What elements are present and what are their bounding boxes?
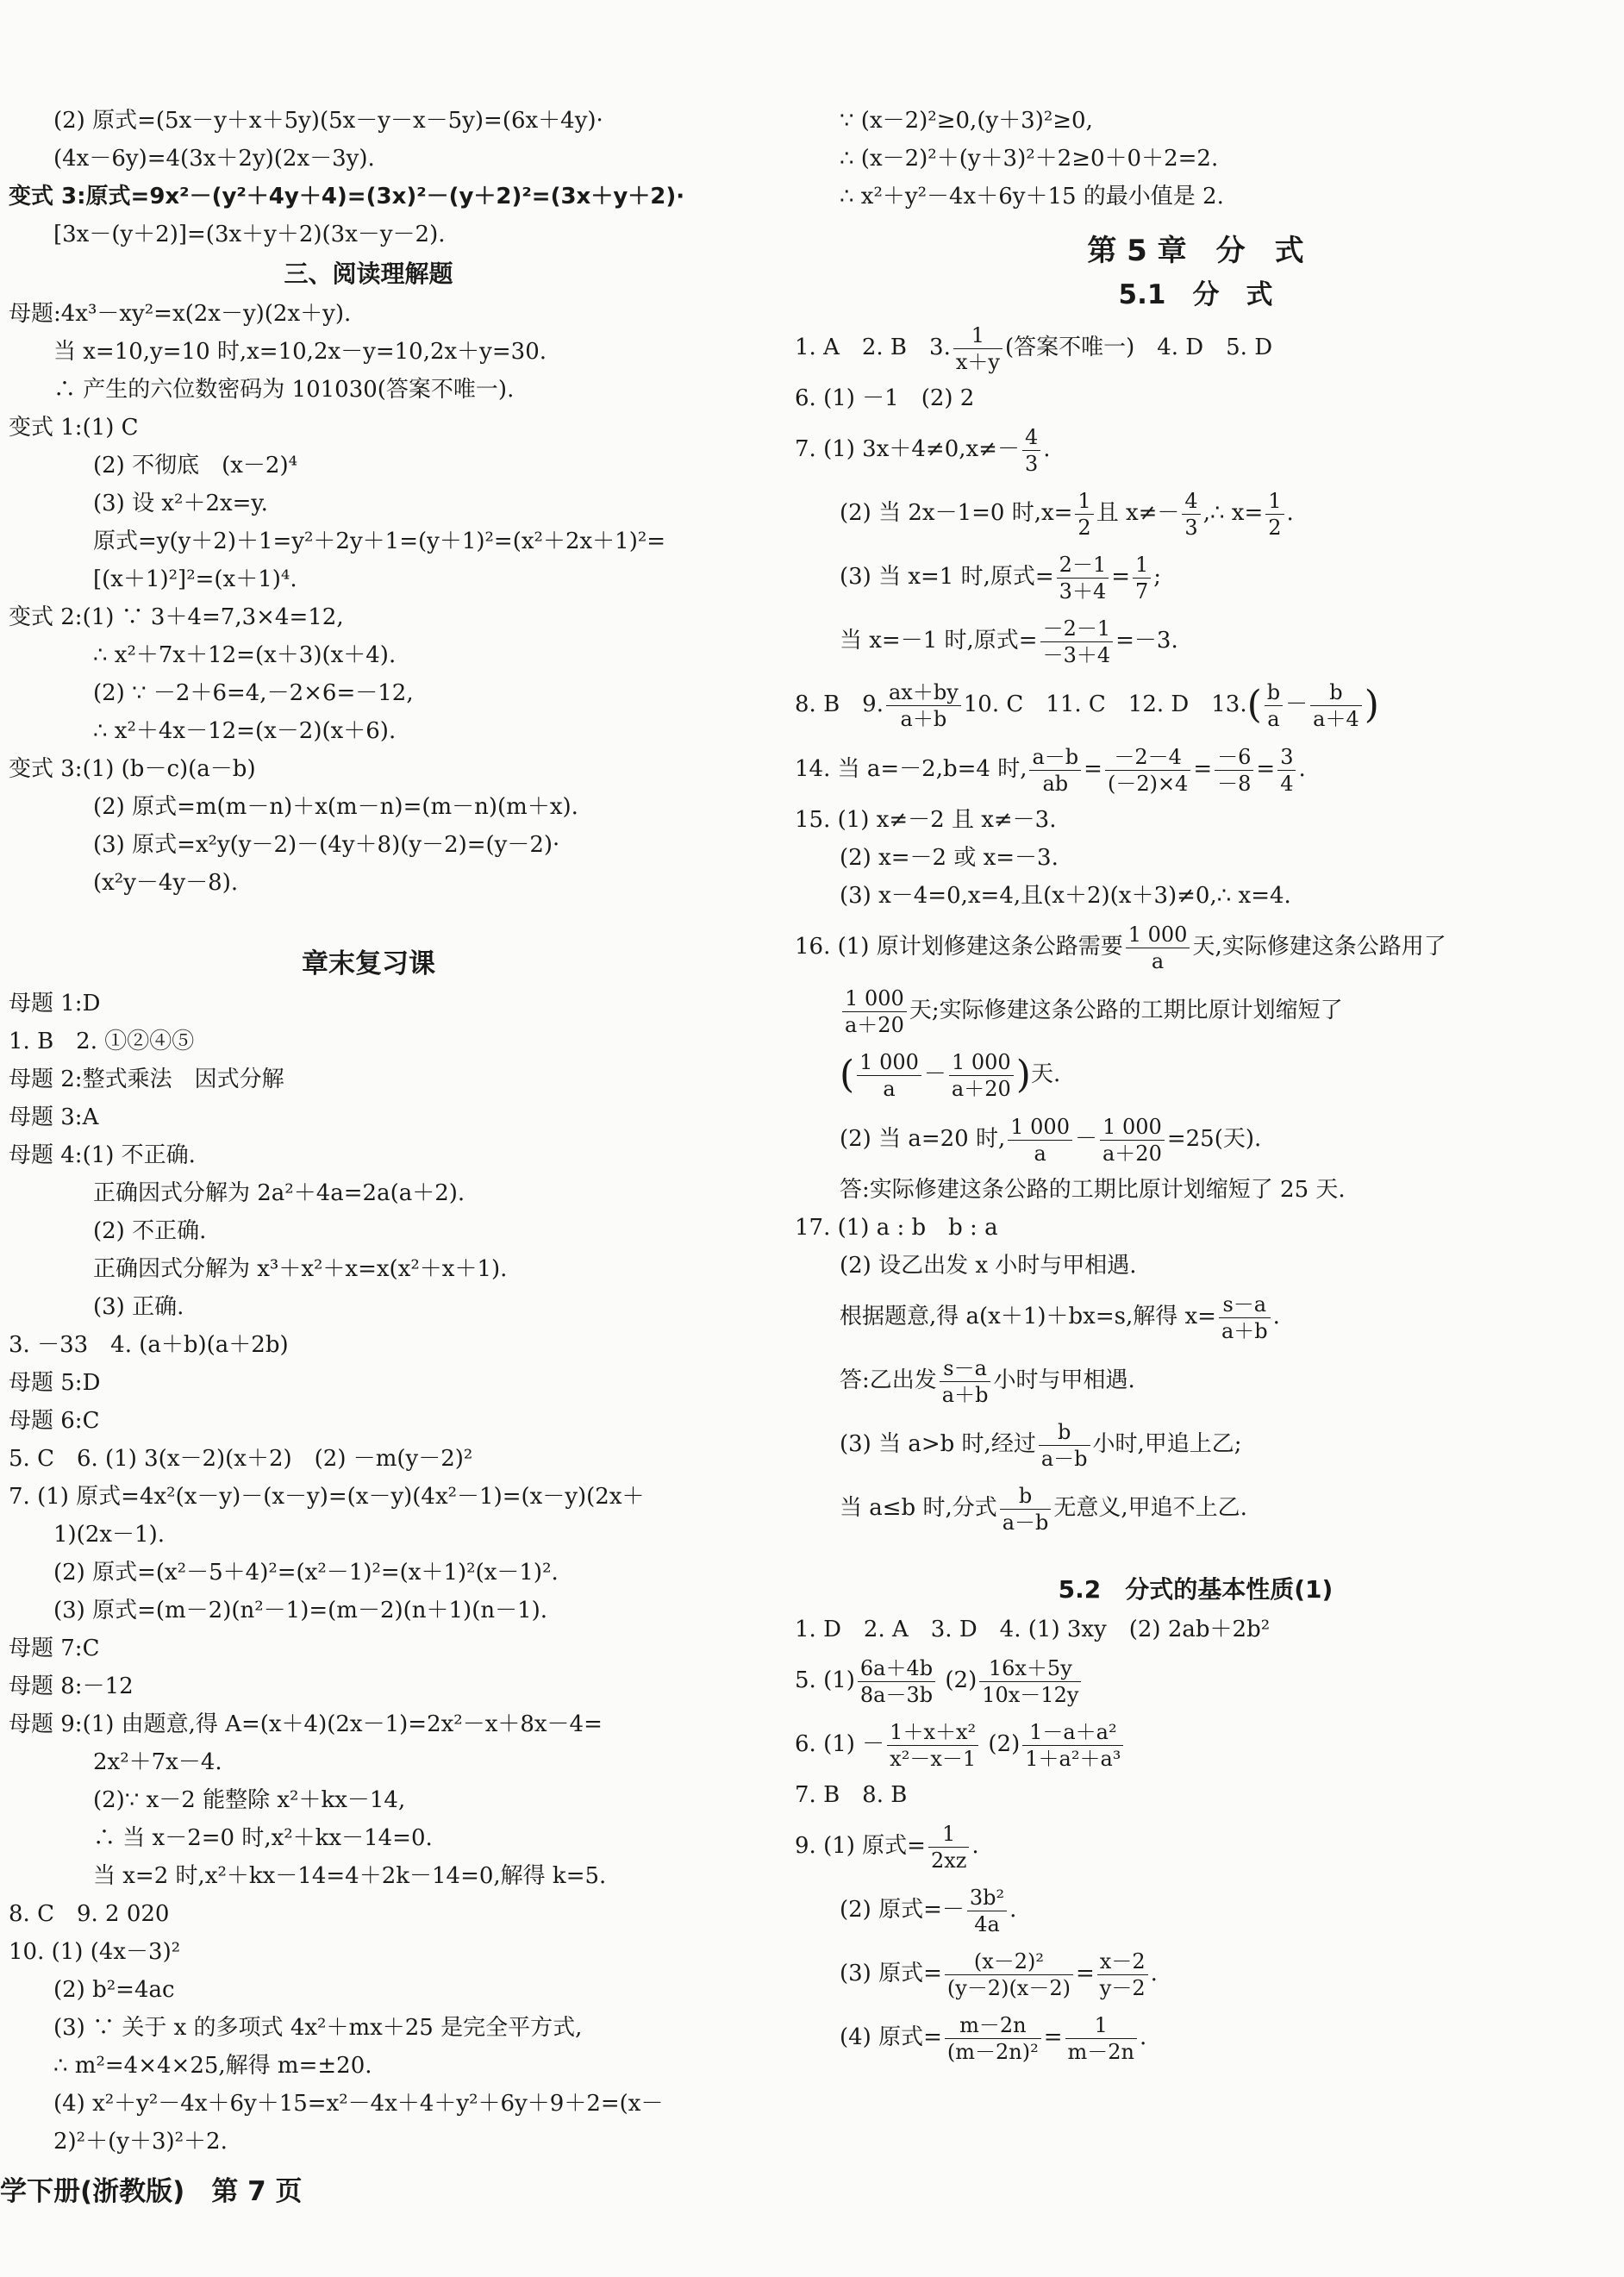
text-line: 母题 3:A bbox=[9, 1104, 99, 1130]
fraction: $\frac{1}{7}$ bbox=[1133, 552, 1151, 604]
text-line: [(x＋1)²]²=(x＋1)⁴. bbox=[93, 566, 297, 592]
fraction: $\frac{1 000}{a}$ bbox=[1008, 1114, 1072, 1167]
text-line: 母题 7:C bbox=[9, 1636, 100, 1661]
answer-line: (2) 当 2x－1=0 时,x= $\frac{1}{2}$ 且 x≠－ $\frac{4}{3}$ ,∴ x= $\frac{1}{2}$ . bbox=[840, 488, 1294, 540]
answer-line: 7. (1) 3x＋4≠0,x≠－ $\frac{4}{3}$ . bbox=[795, 424, 1051, 476]
text-line: ∴ 产生的六位数密码为 101030(答案不唯一). bbox=[53, 377, 515, 403]
fraction: $\frac{4}{3}$ bbox=[1182, 488, 1200, 541]
fraction: $\frac{x-2}{y-2}$ bbox=[1097, 1949, 1148, 2001]
text-line: 5. C 6. (1) 3(x－2)(x＋2) (2) －m(y－2)² bbox=[9, 1446, 473, 1472]
text-line: ∴ m²=4×4×25,解得 m=±20. bbox=[53, 2053, 372, 2079]
text-line: 15. (1) x≠－2 且 x≠－3. bbox=[795, 807, 1057, 833]
text-line: 6. (1) －1 (2) 2 bbox=[795, 385, 975, 411]
text-line: (3) x－4=0,x=4,且(x＋2)(x＋3)≠0,∴ x=4. bbox=[840, 883, 1291, 909]
text-line: 8. C 9. 2 020 bbox=[9, 1901, 170, 1927]
text-line: ∴ x²＋4x－12=(x－2)(x＋6). bbox=[93, 718, 397, 744]
answer-line: (3) 原式= $\frac{\text{(x－2)²}}{(y-2)(x-2)}$ = $\frac{x-2}{y-2}$ . bbox=[840, 1949, 1158, 2000]
page-footer: 学下册(浙教版) 第 7 页 bbox=[0, 2176, 303, 2207]
fraction: $\frac{1 000}{a+20}$ bbox=[842, 985, 907, 1038]
text-line: (3) 设 x²＋2x=y. bbox=[93, 491, 268, 516]
fraction: $\frac{6a+4b}{8a-3b}$ bbox=[858, 1655, 935, 1708]
fraction: $\frac{-2-4}{(-2)\times 4}$ bbox=[1105, 744, 1190, 797]
answer-line: (2) 原式=－ $\frac{\text{3b²}}{4a}$ . bbox=[840, 1885, 1017, 1936]
fraction: $\frac{b}{a-b}$ bbox=[1039, 1419, 1090, 1472]
text-line: 母题:4x³－xy²=x(2x－y)(2x＋y). bbox=[9, 301, 352, 327]
text-line: (2) 原式=m(m－n)＋x(m－n)=(m－n)(m＋x). bbox=[93, 794, 578, 820]
text-line: 母题 5:D bbox=[9, 1370, 101, 1396]
left-column bbox=[9, 102, 728, 2161]
fraction: $\frac{3}{4}$ bbox=[1277, 744, 1296, 797]
right-column bbox=[795, 102, 1596, 2069]
fraction: $\frac{1 000}{a}$ bbox=[1126, 922, 1190, 974]
answer-line: (3) 当 a>b 时,经过 $\frac{b}{a-b}$ 小时,甲追上乙; bbox=[840, 1419, 1242, 1471]
answer-line: 9. (1) 原式= $\frac{1}{2xz}$ . bbox=[795, 1821, 979, 1873]
text-line: 正确因式分解为 2a²＋4a=2a(a＋2). bbox=[93, 1180, 465, 1206]
text-line: 1. B 2. ①②④⑤ bbox=[9, 1029, 195, 1054]
text-line: 变式 2:(1) ∵ 3＋4=7,3×4=12, bbox=[9, 604, 344, 630]
text-line: (2)∵ x－2 能整除 x²＋kx－14, bbox=[93, 1787, 406, 1813]
answer-line: (2) 当 a=20 时, $\frac{1 000}{a}$ － $\frac{1 000}{a+20}$ =25(天). bbox=[840, 1114, 1262, 1166]
text-line: (x²y－4y－8). bbox=[93, 870, 239, 896]
fraction: $\frac{1 000}{a+20}$ bbox=[1100, 1114, 1165, 1167]
answer-line: 6. (1) － $\frac{\text{1＋x＋x²}}{\text{x²－x－1}}$ (2) $\frac{\text{1－a＋a²}}{\text{1＋a²＋a³}}$ bbox=[795, 1712, 1596, 1776]
section-title: 5.1 分 式 bbox=[1118, 279, 1273, 310]
answer-line: 16. (1) 原计划修建这条公路需要 $\frac{1 000}{a}$ 天,实际修建这条公路用了 bbox=[795, 922, 1446, 973]
answer-line: 当 x=－1 时,原式= $\frac{-2-1}{-3+4}$ =－3. bbox=[840, 616, 1178, 667]
text-line: (2) 原式=(x²－5＋4)²=(x²－1)²=(x＋1)²(x－1)². bbox=[53, 1560, 559, 1586]
text-line: (3) 原式=x²y(y－2)－(4y＋8)(y－2)=(y－2)· bbox=[93, 832, 560, 858]
fraction: $\frac{1 000}{a}$ bbox=[857, 1049, 921, 1102]
text-line: (2) b²=4ac bbox=[53, 1977, 175, 2003]
text-line: 2)²＋(y＋3)²＋2. bbox=[53, 2129, 228, 2155]
text-line: (2) 设乙出发 x 小时与甲相遇. bbox=[840, 1253, 1137, 1279]
text-line: ∵ (x－2)²≥0,(y＋3)²≥0, bbox=[840, 108, 1093, 134]
answer-line: 当 a≤b 时,分式 $\frac{b}{a-b}$ 无意义,甲追不上乙. bbox=[840, 1483, 1247, 1535]
text-line: ∴ x²＋7x＋12=(x＋3)(x＋4). bbox=[93, 642, 397, 668]
text-line: 10. (1) (4x－3)² bbox=[9, 1939, 181, 1965]
text-line: 2x²＋7x－4. bbox=[93, 1749, 222, 1775]
fraction: $\frac{\text{1＋x＋x²}}{\text{x²－x－1}}$ bbox=[887, 1719, 978, 1772]
answer-line: 5. (1) $\frac{6a+4b}{8a-3b}$ (2) $\frac{16x+5y}{10x-12y}$ bbox=[795, 1648, 1596, 1712]
fraction: $\frac{\text{3b²}}{4a}$ bbox=[967, 1885, 1007, 1937]
text-line: 母题 4:(1) 不正确. bbox=[9, 1142, 196, 1168]
text-line: 正确因式分解为 x³＋x²＋x=x(x²＋x＋1). bbox=[93, 1256, 508, 1282]
text-line: 17. (1) a : b b : a bbox=[795, 1215, 998, 1241]
text-line: (3) 正确. bbox=[93, 1294, 184, 1320]
text-line: ∴ 当 x－2=0 时,x²＋kx－14=0. bbox=[93, 1825, 433, 1851]
text-line: 母题 1:D bbox=[9, 991, 101, 1017]
fraction: $\frac{ax+by}{a+b}$ bbox=[886, 679, 961, 732]
text-line: 答:实际修建这条公路的工期比原计划缩短了 25 天. bbox=[840, 1177, 1346, 1203]
answer-line: 答:乙出发 $\frac{s-a}{a+b}$ 小时与甲相遇. bbox=[840, 1355, 1135, 1407]
fraction: $\frac{1}{x+y}$ bbox=[953, 322, 1003, 375]
text-line: ∴ (x－2)²＋(y＋3)²＋2≥0＋0＋2=2. bbox=[840, 146, 1219, 172]
chapter-title: 第 5 章 分 式 bbox=[1087, 234, 1304, 268]
section-title: 5.2 分式的基本性质(1) bbox=[1058, 1575, 1334, 1604]
text-line: 7. B 8. B bbox=[795, 1782, 908, 1808]
fraction: $\frac{4}{3}$ bbox=[1022, 424, 1040, 477]
answer-line: 14. 当 a=－2,b=4 时, $\frac{a-b}{ab}$ = $\frac{-2-4}{(-2)\times 4}$ = $\frac{-6}{-8}$ = $\frac{3}{4}$ . bbox=[795, 744, 1306, 796]
text-line: 7. (1) 原式=4x²(x－y)－(x－y)=(x－y)(4x²－1)=(x－y)(2x＋ bbox=[9, 1484, 645, 1510]
fraction: $\frac{1}{2}$ bbox=[1075, 488, 1093, 541]
text-line: (3) ∵ 关于 x 的多项式 4x²＋mx＋25 是完全平方式, bbox=[53, 2015, 583, 2041]
text-line: (4) x²＋y²－4x＋6y＋15=x²－4x＋4＋y²＋6y＋9＋2=(x－ bbox=[53, 2091, 664, 2117]
answer-line: 根据题意,得 a(x＋1)＋bx=s,解得 x= $\frac{s-a}{a+b}$ . bbox=[840, 1292, 1280, 1343]
text: (答案不唯一) 4. D 5. D bbox=[1004, 335, 1273, 360]
text-line: 当 x=10,y=10 时,x=10,2x－y=10,2x＋y=30. bbox=[53, 339, 547, 365]
fraction: $\frac{2-1}{3+4}$ bbox=[1057, 552, 1109, 604]
fraction: $\frac{\text{(x－2)²}}{(y-2)(x-2)}$ bbox=[945, 1949, 1073, 2001]
answer-line: (3) 当 x=1 时,原式= $\frac{2-1}{3+4}$ = $\frac{1}{7}$ ; bbox=[840, 552, 1162, 604]
fraction: $\frac{m-2n}{\text{(m－2n)²}}$ bbox=[945, 2012, 1041, 2065]
text-line: (4x－6y)=4(3x＋2y)(2x－3y). bbox=[53, 146, 375, 172]
text-line: 母题 6:C bbox=[9, 1408, 100, 1434]
fraction: $\frac{b}{a}$ bbox=[1265, 679, 1283, 732]
text-line: 母题 8:－12 bbox=[9, 1673, 134, 1699]
text-line: (2) 原式=(5x－y＋x＋5y)(5x－y－x－5y)=(6x＋4y)· bbox=[53, 108, 603, 134]
fraction: $\frac{1}{m-2n}$ bbox=[1065, 2012, 1137, 2065]
text-line: 母题 9:(1) 由题意,得 A=(x＋4)(2x－1)=2x²－x＋8x－4= bbox=[9, 1711, 603, 1737]
fraction: $\frac{1}{2}$ bbox=[1265, 488, 1284, 541]
fraction: $\frac{s-a}{a+b}$ bbox=[940, 1355, 991, 1408]
answer-line: ( $\frac{1 000}{a}$ － $\frac{1 000}{a+20}$ )天. bbox=[840, 1049, 1061, 1101]
fraction: $\frac{1 000}{a+20}$ bbox=[949, 1049, 1014, 1102]
text-line: 3. －33 4. (a＋b)(a＋2b) bbox=[9, 1332, 289, 1358]
fraction: $\frac{b}{a-b}$ bbox=[1000, 1483, 1052, 1536]
text-line: (2) x=－2 或 x=－3. bbox=[840, 845, 1059, 871]
text-line: 母题 2:整式乘法 因式分解 bbox=[9, 1067, 284, 1092]
answer-line: $\frac{1 000}{a+20}$ 天;实际修建这条公路的工期比原计划缩短了 bbox=[795, 979, 1596, 1042]
answer-line: 8. B 9. $\frac{ax+by}{a+b}$ 10. C 11. C 12. D 13.( $\frac{b}{a}$ － $\frac{b}{a+4}$ ) bbox=[795, 679, 1379, 731]
text-line: 1. D 2. A 3. D 4. (1) 3xy (2) 2ab＋2b² bbox=[795, 1617, 1271, 1642]
review-title: 章末复习课 bbox=[302, 948, 435, 979]
text-line: 原式=y(y＋2)＋1=y²＋2y＋1=(y＋1)²=(x²＋2x＋1)²= bbox=[93, 529, 666, 554]
fraction: $\frac{16x+5y}{10x-12y}$ bbox=[979, 1655, 1081, 1708]
section-title: 三、阅读理解题 bbox=[284, 260, 453, 288]
text-line: (2) 不正确. bbox=[93, 1218, 207, 1244]
text: 1. A 2. B 3. bbox=[795, 335, 951, 360]
fraction: $\frac{-6}{-8}$ bbox=[1215, 744, 1253, 797]
text-line: ∴ x²＋y²－4x＋6y＋15 的最小值是 2. bbox=[840, 184, 1224, 210]
text-line: (2) 不彻底 (x－2)⁴ bbox=[93, 453, 298, 479]
fraction: $\frac{b}{a+4}$ bbox=[1310, 679, 1362, 732]
text-line: 当 x=2 时,x²＋kx－14=4＋2k－14=0,解得 k=5. bbox=[93, 1863, 607, 1889]
fraction: $\frac{-2-1}{-3+4}$ bbox=[1040, 616, 1114, 668]
text-line: (3) 原式=(m－2)(n²－1)=(m－2)(n＋1)(n－1). bbox=[53, 1598, 548, 1623]
text-line: 1)(2x－1). bbox=[53, 1522, 165, 1548]
fraction: $\frac{a-b}{ab}$ bbox=[1029, 744, 1081, 797]
text-line: 变式 1:(1) C bbox=[9, 415, 139, 441]
fraction: $\frac{1}{2xz}$ bbox=[928, 1821, 969, 1874]
fraction: $\frac{\text{1－a＋a²}}{\text{1＋a²＋a³}}$ bbox=[1022, 1719, 1123, 1772]
answer-line bbox=[795, 316, 1596, 379]
text-line: [3x－(y＋2)]=(3x＋y＋2)(3x－y－2). bbox=[53, 222, 446, 247]
answer-line: (4) 原式= $\frac{m-2n}{\text{(m－2n)²}}$ = $\frac{1}{m-2n}$ . bbox=[840, 2012, 1147, 2064]
fraction: $\frac{s-a}{a+b}$ bbox=[1219, 1292, 1271, 1344]
text-line: 变式 3:(1) (b－c)(a－b) bbox=[9, 756, 256, 782]
text-line: 变式 3:原式=9x²－(y²＋4y＋4)=(3x)²－(y＋2)²=(3x＋y＋2)· bbox=[9, 184, 685, 210]
text-line: (2) ∵ －2＋6=4,－2×6=－12, bbox=[93, 680, 414, 706]
